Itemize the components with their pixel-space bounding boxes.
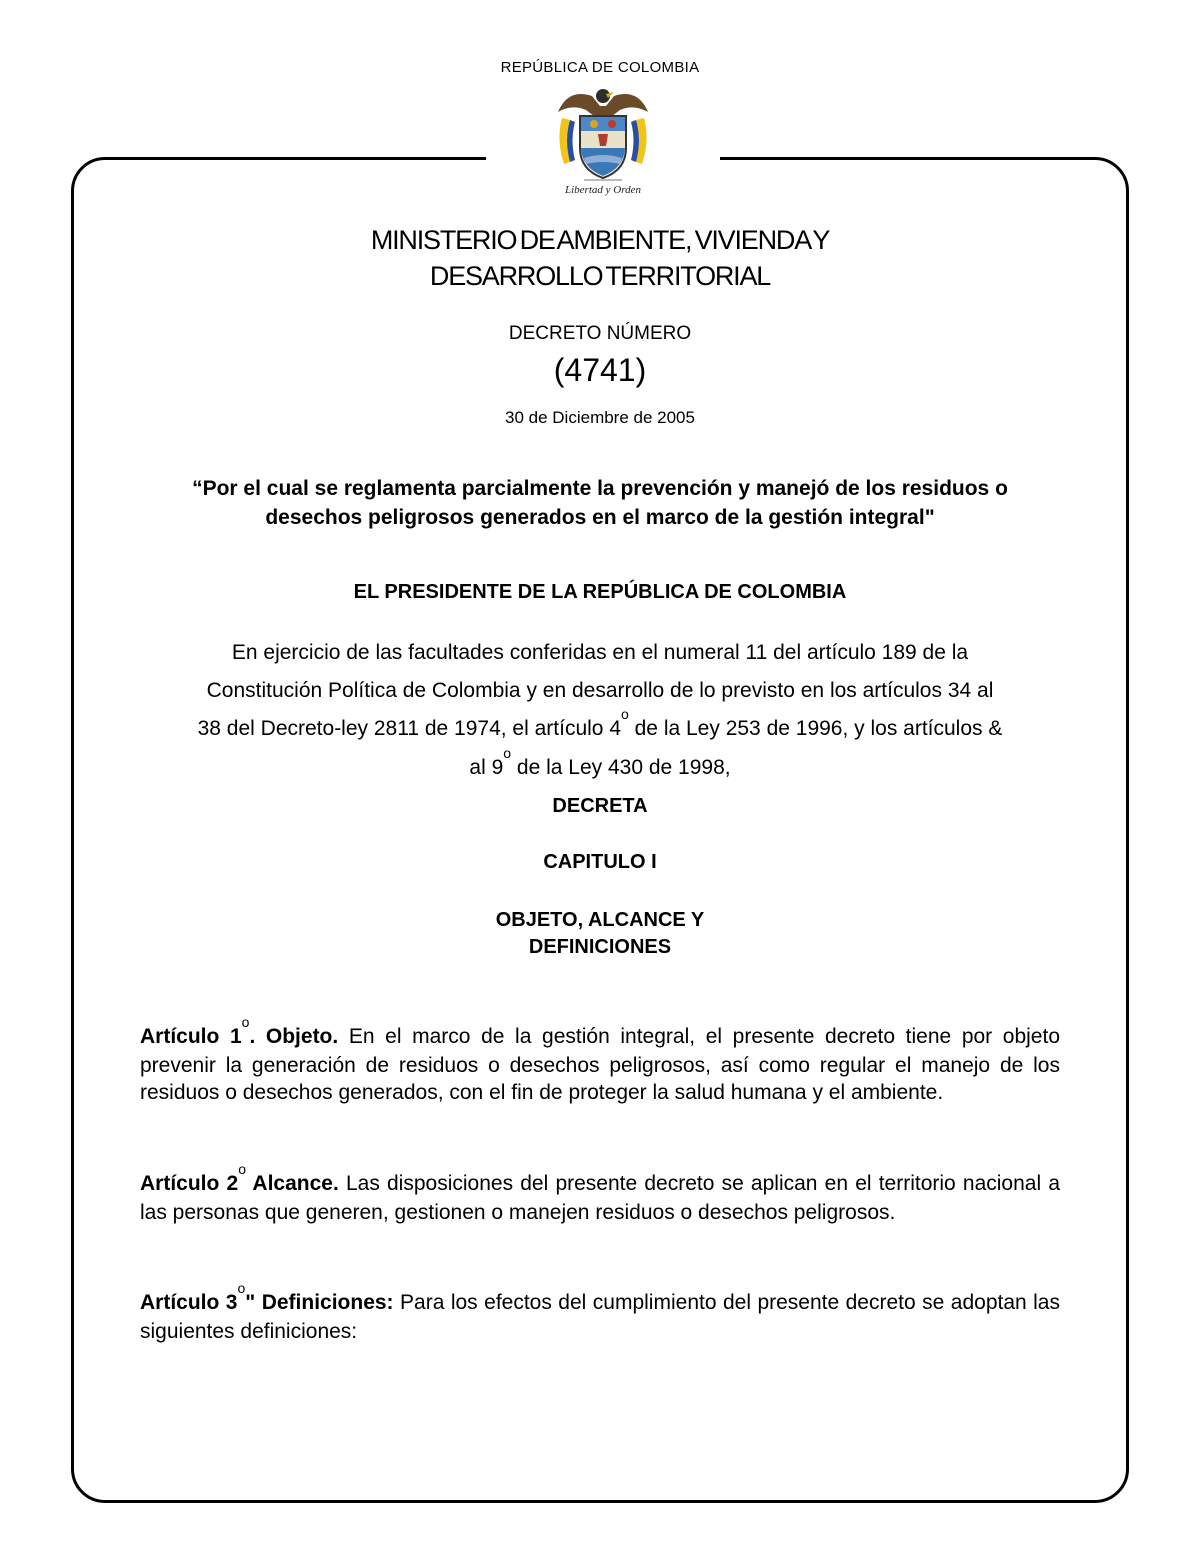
article-2-degree: o [238, 1161, 246, 1177]
ministry-line-1: MINISTERIO DE AMBIENTE, VIVIENDA Y [370, 225, 830, 255]
preamble-line-4-b: de la Ley 430 de 1998, [511, 756, 731, 779]
preamble-line-2: Constitución Política de Colombia y en desarrollo de lo previsto en los artículos 34 al [206, 679, 994, 702]
decree-subject [0, 474, 1200, 532]
article-1-head: Artículo 1 [140, 1025, 242, 1048]
article-1 [140, 1014, 1061, 1106]
article-1-title: . Objeto. [249, 1025, 339, 1048]
authority-heading: EL PRESIDENTE DE LA REPÚBLICA DE COLOMBIA [353, 581, 847, 603]
article-2-text: Las disposiciones del presente decreto se aplican en el territorio nacional a las personas que generen, gestionen o manejen residuos o desechos peligrosos. [140, 1172, 1060, 1224]
article-3-degree: o [237, 1280, 246, 1296]
decree-number: (4741) [553, 352, 647, 388]
preamble-line-4-a: al 9 [469, 756, 504, 779]
decree-label: DECRETO NÚMERO [508, 323, 692, 344]
preamble-line-3 [140, 706, 1060, 749]
preamble-line-4 [140, 745, 1060, 788]
article-2-title: Alcance. [246, 1172, 339, 1195]
chapter-heading: CAPITULO I [543, 851, 657, 873]
article-1-text: En el marco de la gestión integral, el presente decreto tiene por objeto prevenir la generación de residuos o desechos peligrosos, así como regular el manejo de los residuos o desechos generados, con el fin de proteger la salud humana y el ambiente. [140, 1025, 1061, 1104]
article-2 [140, 1161, 1060, 1226]
degree-mark: o [503, 745, 512, 761]
subject-line-1: “Por el cual se reglamenta parcialmente la prevención y manejó de los residuos o [192, 477, 1008, 500]
subject-line-2: desechos peligrosos generados en el marco de la gestión integral" [265, 506, 935, 529]
article-3 [140, 1280, 1060, 1345]
republic-label: REPÚBLICA DE COLOMBIA [500, 59, 700, 76]
chapter-title-line-1: OBJETO, ALCANCE Y [495, 909, 705, 931]
article-3-text: Para los efectos del cumplimiento del presente decreto se adoptan las siguientes definiciones: [140, 1291, 1060, 1343]
article-2-head: Artículo 2 [140, 1172, 239, 1195]
seal-motto: Libertad y Orden [565, 184, 641, 196]
decreta-heading: DECRETA [552, 795, 648, 817]
preamble-line-1: En ejercicio de las facultades conferidas en el numeral 11 del artículo 189 de la [231, 641, 969, 664]
chapter-title-line-2: DEFINICIONES [528, 936, 672, 958]
ministry-title [0, 222, 1200, 294]
chapter-title [0, 907, 1200, 961]
preamble-text [140, 634, 1060, 788]
coat-of-arms-icon [548, 80, 658, 198]
article-3-title: " Definiciones: [245, 1291, 394, 1314]
ministry-line-2: DESARROLLO TERRITORIAL [429, 261, 771, 291]
decree-date: 30 de Diciembre de 2005 [505, 408, 695, 427]
preamble-line-3-b: de la Ley 253 de 1996, y los artículos & [628, 717, 1003, 740]
article-3-head: Artículo 3 [140, 1291, 238, 1314]
preamble-line-3-a: 38 del Decreto-ley 2811 de 1974, el artículo 4 [197, 717, 621, 740]
article-1-degree: o [241, 1014, 250, 1030]
degree-mark: o [621, 706, 629, 722]
